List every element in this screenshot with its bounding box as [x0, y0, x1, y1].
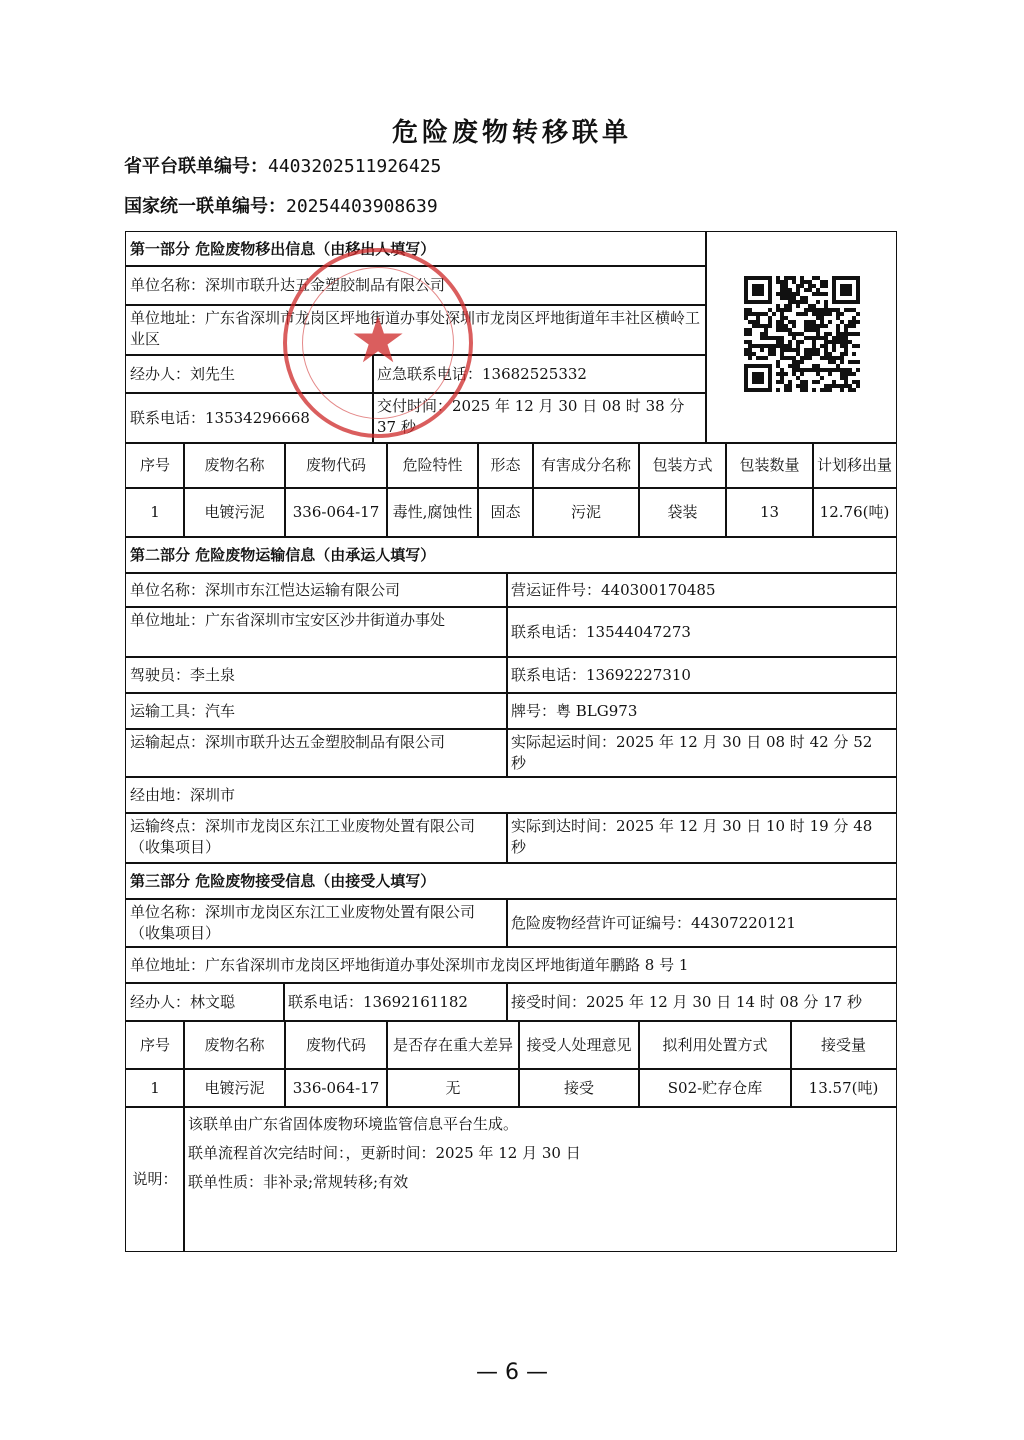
p1-td-count: 13	[725, 487, 814, 538]
notes-content	[183, 1106, 897, 1252]
p3-th-discrepancy: 是否存在重大差异	[386, 1020, 520, 1070]
part2-depart-time: 实际起运时间：2025 年 12 月 30 日 08 时 42 分 52 秒	[506, 728, 897, 778]
provincial-label: 省平台联单编号：	[124, 156, 268, 177]
part2-unit-address: 单位地址：广东省深圳市宝安区沙井街道办事处	[125, 606, 508, 658]
national-label: 国家统一联单编号：	[124, 196, 286, 217]
p3-th-opinion: 接受人处理意见	[518, 1020, 640, 1070]
part2-vehicle: 运输工具：汽车	[125, 692, 508, 730]
qr-code-icon	[744, 276, 860, 392]
part1-phone: 联系电话：13534296668	[125, 392, 374, 444]
part3-receive-time: 接受时间：2025 年 12 月 30 日 14 时 08 分 17 秒	[506, 982, 897, 1022]
p3-td-name: 电镀污泥	[183, 1068, 286, 1108]
p1-th-code: 废物代码	[284, 442, 388, 489]
p1-th-seq: 序号	[125, 442, 185, 489]
p3-th-seq: 序号	[125, 1020, 185, 1070]
p1-th-planned: 计划移出量	[812, 442, 897, 489]
part3-heading: 第三部分 危险废物接受信息（由接受人填写）	[125, 862, 897, 900]
part1-emergency-phone: 应急联系电话：13682525332	[372, 354, 707, 394]
part2-destination: 运输终点：深圳市龙岗区东江工业废物处置有限公司（收集项目）	[125, 812, 508, 864]
p1-th-form: 形态	[477, 442, 534, 489]
p1-td-seq: 1	[125, 487, 185, 538]
part2-arrive-time: 实际到达时间：2025 年 12 月 30 日 10 时 19 分 48 秒	[506, 812, 897, 864]
p3-td-discrepancy: 无	[386, 1068, 520, 1108]
part2-via: 经由地：深圳市	[125, 776, 897, 814]
part1-unit-address: 单位地址：广东省深圳市龙岗区坪地街道办事处深圳市龙岗区坪地街道年丰社区横岭工业区	[125, 304, 707, 356]
p1-td-planned: 12.76(吨)	[812, 487, 897, 538]
p1-th-package: 包装方式	[638, 442, 727, 489]
p1-td-package: 袋装	[638, 487, 727, 538]
p1-th-component: 有害成分名称	[532, 442, 640, 489]
provincial-manifest-no	[124, 152, 441, 178]
p3-th-code: 废物代码	[284, 1020, 388, 1070]
part2-phone2: 联系电话：13692227310	[506, 656, 897, 694]
notes-label: 说明：	[125, 1106, 185, 1252]
document-title: 危险废物转移联单	[391, 118, 632, 148]
part3-handler: 经办人：林文聪	[125, 982, 285, 1022]
p3-td-opinion: 接受	[518, 1068, 640, 1108]
p1-td-hazard: 毒性,腐蚀性	[386, 487, 479, 538]
p1-td-form: 固态	[477, 487, 534, 538]
p3-th-name: 废物名称	[183, 1020, 286, 1070]
national-value: 20254403908639	[286, 196, 438, 217]
part2-unit-name: 单位名称：深圳市东江恺达运输有限公司	[125, 572, 508, 608]
p1-th-count: 包装数量	[725, 442, 814, 489]
p3-th-amount: 接受量	[790, 1020, 897, 1070]
part2-plate: 牌号：粤 BLG973	[506, 692, 897, 730]
page-number: — 6 —	[476, 1360, 548, 1385]
notes-line3: 联单性质：非补录;常规转移;有效	[188, 1173, 409, 1191]
part2-heading: 第二部分 危险废物运输信息（由承运人填写）	[125, 536, 897, 574]
part1-heading: 第一部分 危险废物移出信息（由移出人填写）	[125, 231, 707, 267]
part3-permit: 危险废物经营许可证编号：44307220121	[506, 898, 897, 948]
part3-unit-address: 单位地址：广东省深圳市龙岗区坪地街道办事处深圳市龙岗区坪地街道年鹏路 8 号 1	[125, 946, 897, 984]
p1-th-name: 废物名称	[183, 442, 286, 489]
part3-phone: 联系电话：13692161182	[283, 982, 508, 1022]
p3-th-disposal: 拟利用处置方式	[638, 1020, 792, 1070]
part3-unit-name: 单位名称：深圳市龙岗区东江工业废物处置有限公司（收集项目）	[125, 898, 508, 948]
part1-unit-name: 单位名称：深圳市联升达五金塑胶制品有限公司	[125, 265, 707, 306]
p3-td-disposal: S02-贮存仓库	[638, 1068, 792, 1108]
p1-td-component: 污泥	[532, 487, 640, 538]
part1-handover-time: 交付时间：2025 年 12 月 30 日 08 时 38 分 37 秒	[372, 392, 707, 444]
p3-td-seq: 1	[125, 1068, 185, 1108]
p3-td-code: 336-064-17	[284, 1068, 388, 1108]
seal-star-icon: ★	[349, 304, 407, 378]
part2-driver: 驾驶员：李土泉	[125, 656, 508, 694]
p1-td-name: 电镀污泥	[183, 487, 286, 538]
part1-handler: 经办人：刘先生	[125, 354, 374, 394]
part2-phone1: 联系电话：13544047273	[506, 606, 897, 658]
part2-license: 营运证件号：440300170485	[506, 572, 897, 608]
p1-td-code: 336-064-17	[284, 487, 388, 538]
national-manifest-no	[124, 192, 438, 218]
part2-origin: 运输起点：深圳市联升达五金塑胶制品有限公司	[125, 728, 508, 778]
p3-td-amount: 13.57(吨)	[790, 1068, 897, 1108]
p1-th-hazard: 危险特性	[386, 442, 479, 489]
notes-line1: 该联单由广东省固体废物环境监管信息平台生成。	[188, 1115, 519, 1133]
provincial-value: 4403202511926425	[268, 156, 442, 177]
notes-line2: 联单流程首次完结时间：，更新时间：2025 年 12 月 30 日	[188, 1144, 581, 1162]
